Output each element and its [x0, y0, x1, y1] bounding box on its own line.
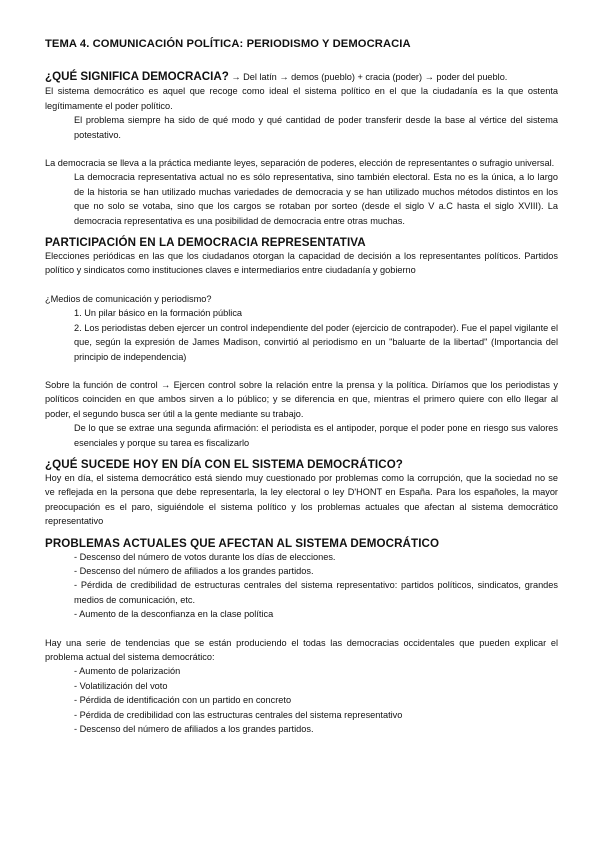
question-media: ¿Medios de comunicación y periodismo? — [45, 293, 212, 304]
list-item: - Aumento de la desconfianza en la clase política — [74, 609, 274, 620]
paragraph-today: Hoy en día, el sistema democrático está siendo muy cuestionado por problemas como la corrupción, que la sociedad no se ve reflejada en la persona que debe representarla, la ley electoral o ley D'HONT en España. Para los españoles, la mayor preocupación es el paro, siguiéndole el sistema político y los problemas actuales que afectan al sistema democrático representativo — [45, 472, 558, 527]
heading-what-is-democracy: ¿QUÉ SIGNIFICA DEMOCRACIA? — [45, 70, 229, 83]
section-democracy-intro — [45, 70, 558, 84]
list-item: - Volatilización del voto — [74, 680, 168, 691]
document-page — [45, 38, 558, 736]
list-item: - Descenso del número de afiliados a los grandes partidos. — [74, 565, 314, 576]
paragraph-elections: Elecciones periódicas en las que los ciudadanos otorgan la capacidad de decisión a los representantes políticos. Partidos político y sindicatos como instituciones claves e intermediarios entre ciudadanía y gobierno — [45, 251, 558, 276]
paragraph-antipower: De lo que se extrae una segunda afirmación: el periodista es el antipoder, porque el poder pone en riesgo sus valores esenciales y porque su tarea es fiscalizarlo — [74, 423, 558, 448]
paragraph-problem: El problema siempre ha sido de qué modo y qué cantidad de poder transferir desde la base al vértice del sistema potestativo. — [74, 115, 558, 140]
paragraph-trends-intro: Hay una serie de tendencias que se están produciendo el todas las democracias occidentales que pueden explicar el problema actual del sistema democrático: — [45, 637, 558, 662]
list-item: - Pérdida de credibilidad con las estructuras centrales del sistema representativo — [74, 709, 403, 720]
heading-current-problems: PROBLEMAS ACTUALES QUE AFECTAN AL SISTEMA DEMOCRÁTICO — [45, 536, 440, 550]
list-item: - Pérdida de credibilidad de estructuras centrales del sistema representativo: partidos políticos, sindicatos, grandes medios de comunicación, etc. — [74, 580, 558, 605]
etymology-text: → Del latín → demos (pueblo) + cracia (poder) → poder del pueblo. — [228, 72, 508, 82]
list-item: 2. Los periodistas deben ejercer un control independiente del poder (ejercicio de contrapoder). Fue el papel vigilante el que, según la expresión de James Madison, convirtió al periodismo en un "baluarte de la libertad" (Importancia del principio de independencia) — [74, 322, 558, 362]
list-item: - Descenso del número de afiliados a los grandes partidos. — [74, 724, 314, 735]
list-item: - Aumento de polarización — [74, 666, 181, 677]
paragraph-representative: La democracia representativa actual no es sólo representativa, sino también electoral. Esta no es la única, a lo largo de la historia se han utilizado muchas variedades de democracia y se han utilizado muchos métodos distintos en los que no solo se votaba, sino que los cargos se rotaban por sorteo (desde el siglo V a.C hasta el siglo XVIII). La democracia representativa es una posibilidad de democracia entre otras muchas. — [74, 172, 558, 226]
list-item: - Pérdida de identificación con un partido en concreto — [74, 695, 292, 706]
document-title: TEMA 4. COMUNICACIÓN POLÍTICA: PERIODISMO Y DEMOCRACIA — [45, 38, 411, 50]
paragraph-definition: El sistema democrático es aquel que recoge como ideal el sistema político en el que la ciudadanía es la que ostenta legítimamente el poder político. — [45, 86, 558, 111]
heading-today: ¿QUÉ SUCEDE HOY EN DÍA CON EL SISTEMA DEMOCRÁTICO? — [45, 457, 403, 471]
paragraph-practice: La democracia se lleva a la práctica mediante leyes, separación de poderes, elección de representantes o sufragio universal. — [45, 158, 555, 169]
paragraph-control-function: Sobre la función de control → Ejercen control sobre la relación entre la prensa y la política. Diríamos que los periodistas y políticos coinciden en que ambos sirven a lo público; y se diferencia en que, mientras el primero quiere con ello llegar al poder, el segundo busca ser útil a la gente mediante su trabajo. — [45, 379, 558, 419]
list-item: - Descenso del número de votos durante los días de elecciones. — [74, 551, 336, 562]
heading-participation: PARTICIPACIÓN EN LA DEMOCRACIA REPRESENTATIVA — [45, 236, 366, 250]
list-item: 1. Un pilar básico en la formación pública — [74, 308, 243, 319]
